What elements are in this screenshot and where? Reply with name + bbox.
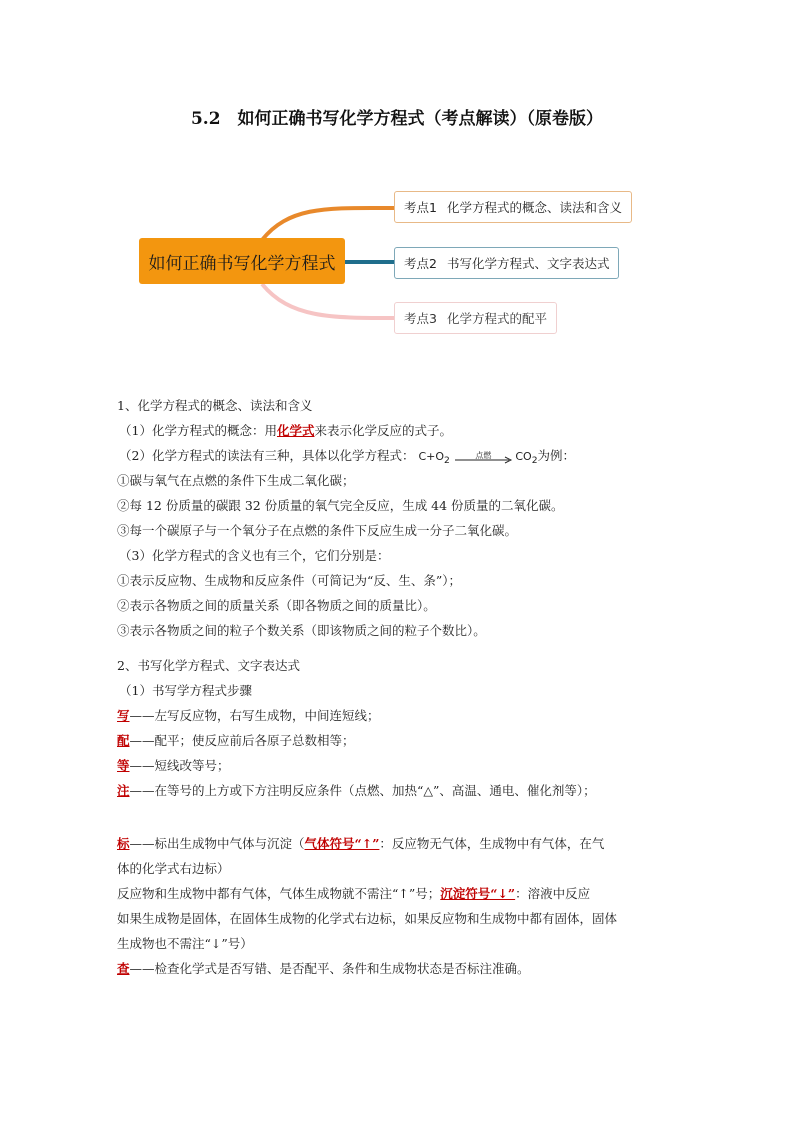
text: ：溶液中反应: [515, 886, 591, 901]
branch-tag: 考点1: [404, 200, 437, 215]
text: 反应物和生成物中都有气体，气体生成物就不需注“↑”号；: [117, 886, 441, 901]
connector-3: [262, 284, 394, 318]
eq-right-sub: 2: [531, 455, 538, 467]
mind-map-connectors: [0, 0, 794, 340]
mark-line-3: [117, 881, 687, 906]
precipitate-symbol-term: 沉淀符号“↓”: [440, 886, 516, 901]
step-check: [117, 956, 687, 981]
step-text: ——在等号的上方或下方注明反应条件（点燃、加热“△”、高温、通电、催化剂等）；: [129, 783, 596, 798]
step-text: ——配平；使反应前后各原子总数相等；: [129, 733, 355, 748]
meaning-3: ③表示各物质之间的粒子个数关系（即该物质之间的粒子个数比）。: [117, 623, 486, 638]
meaning-intro: （3）化学方程式的含义也有三个，它们分别是：: [119, 548, 390, 563]
reading-3: ③每一个碳原子与一个氧分子在点燃的条件下反应生成一分子二氧化碳。: [117, 523, 518, 538]
eq-left-sub: 2: [444, 455, 450, 467]
step-key: 标: [117, 836, 130, 851]
branch-text: 化学方程式的概念、读法和含义: [446, 200, 622, 215]
mark-line-4: 如果生成物是固体，在固体生成物的化学式右边标，如果反应物和生成物中都有固体，固体: [117, 911, 618, 926]
text: 为例：: [537, 448, 576, 463]
reaction-condition: 点燃: [475, 451, 492, 460]
step-key: 注: [117, 783, 130, 798]
step-text: ——检查化学式是否写错、是否配平、条件和生成物状态是否标注准确。: [129, 961, 530, 976]
step-key: 等: [117, 758, 130, 773]
mind-map-branch-3: [394, 302, 557, 334]
step-key: 写: [117, 708, 130, 723]
step-balance: [117, 728, 687, 753]
branch-tag: 考点3: [404, 311, 437, 326]
main-content: [117, 393, 687, 981]
branch-text: 化学方程式的配平: [446, 311, 547, 326]
step-text: ：反应物无气体，生成物中有气体，在气: [379, 836, 605, 851]
section-1-heading: 1、化学方程式的概念、读法和含义: [117, 398, 313, 413]
meaning-1: ①表示反应物、生成物和反应条件（可简记为“反、生、条”）；: [117, 573, 462, 588]
step-mark: [117, 831, 687, 856]
reading-2: ②每 12 份质量的碳跟 32 份质量的氧气完全反应，生成 44 份质量的二氧化碳。: [117, 498, 564, 513]
steps-intro: （1）书写学方程式步骤: [119, 683, 252, 698]
arrow-icon: [453, 452, 515, 466]
step-note: [117, 778, 687, 803]
step-key: 配: [117, 733, 130, 748]
mind-map: [0, 0, 794, 340]
reading-1: ①碳与氧气在点燃的条件下生成二氧化碳；: [117, 473, 355, 488]
mind-map-branch-1: [394, 191, 632, 223]
text: （2）化学方程式的读法有三种，具体以化学方程式：: [119, 448, 415, 463]
mark-line-5: 生成物也不需注“↓”号）: [117, 936, 253, 951]
concept-line: [117, 418, 687, 443]
reading-intro-line: [117, 443, 687, 468]
step-write: [117, 703, 687, 728]
step-text: ——左写反应物，右写生成物，中间连短线；: [129, 708, 380, 723]
reaction-arrow: [453, 450, 515, 464]
eq-left: C+O: [418, 450, 445, 463]
step-text: ——标出生成物中气体与沉淀（: [129, 836, 305, 851]
gas-symbol-term: 气体符号“↑”: [304, 836, 380, 851]
text: 来表示化学反应的式子。: [314, 423, 452, 438]
page-title: 5.2 如何正确书写化学方程式（考点解读）（原卷版）: [190, 109, 604, 129]
branch-text: 书写化学方程式、文字表达式: [446, 256, 610, 271]
step-text: ——短线改等号；: [129, 758, 230, 773]
branch-tag: 考点2: [404, 256, 437, 271]
text: （1）化学方程式的概念：用: [119, 423, 277, 438]
connector-1: [262, 208, 394, 240]
meaning-2: ②表示各物质之间的质量关系（即各物质之间的质量比）。: [117, 598, 436, 613]
mark-line-2: 体的化学式右边标）: [117, 861, 230, 876]
equation: [418, 450, 538, 467]
highlight-term: 化学式: [276, 423, 315, 438]
step-key: 查: [117, 961, 130, 976]
mind-map-center-node: 如何正确书写化学方程式: [139, 238, 345, 284]
mind-map-branch-2: [394, 247, 619, 279]
step-equal: [117, 753, 687, 778]
section-2-heading: 2、书写化学方程式、文字表达式: [117, 658, 300, 673]
eq-right: CO: [515, 450, 532, 463]
